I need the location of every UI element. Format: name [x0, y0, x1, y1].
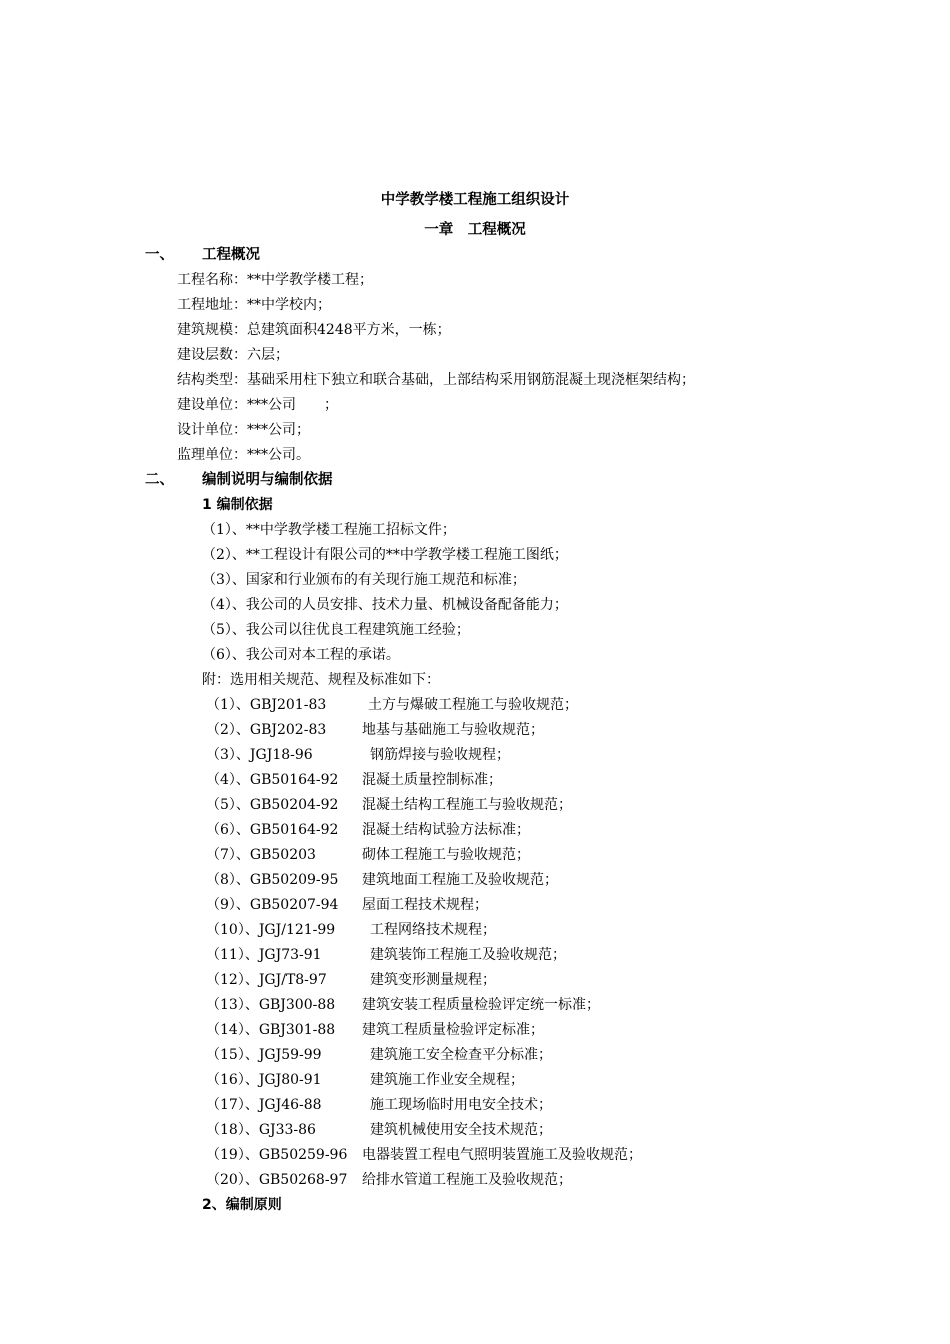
- standard-name: 电器装置工程电气照明装置施工及验收规范；: [362, 1147, 642, 1163]
- project-info-item: 工程地址：**中学校内；: [177, 297, 331, 313]
- standard-code: （2）、GBJ202-83: [206, 722, 327, 738]
- standard-code: （8）、GB50209-95: [206, 872, 339, 888]
- standard-name: 建筑安装工程质量检验评定统一标准；: [362, 997, 600, 1013]
- subsection-1-title: 1 编制依据: [202, 497, 273, 513]
- standard-name: 地基与基础施工与验收规范；: [362, 722, 544, 738]
- project-info-item: 建设层数：六层；: [177, 347, 289, 363]
- project-info-item: 建筑规模：总建筑面积4248平方米，一栋；: [177, 322, 451, 338]
- standard-name: 混凝土结构工程施工与验收规范；: [362, 797, 572, 813]
- project-info-item: 建设单位：***公司 ；: [177, 397, 338, 413]
- standard-row: [0, 1045, 950, 1065]
- standard-name: 混凝土结构试验方法标准；: [362, 822, 530, 838]
- standard-row: [0, 745, 950, 765]
- standard-row: [0, 1120, 950, 1140]
- basis-item: （5）、我公司以往优良工程建筑施工经验；: [202, 622, 470, 638]
- basis-item: （1）、**中学教学楼工程施工招标文件；: [202, 522, 456, 538]
- section-2-number: 二、: [145, 472, 174, 488]
- standard-code: （19）、GB50259-96: [206, 1147, 348, 1163]
- standard-name: 建筑机械使用安全技术规范；: [370, 1122, 552, 1138]
- appendix-label: 附：选用相关规范、规程及标准如下：: [202, 672, 440, 688]
- standard-name: 混凝土质量控制标准；: [362, 772, 502, 788]
- standard-name: 给排水管道工程施工及验收规范；: [362, 1172, 572, 1188]
- standard-code: （9）、GB50207-94: [206, 897, 339, 913]
- standard-name: 屋面工程技术规程；: [362, 897, 488, 913]
- standard-code: （17）、JGJ46-88: [206, 1097, 322, 1113]
- standard-code: （10）、JGJ/121-99: [206, 922, 336, 938]
- standard-code: （7）、GB50203: [206, 847, 316, 863]
- standard-name: 土方与爆破工程施工与验收规范；: [368, 697, 578, 713]
- standard-code: （3）、JGJ18-96: [206, 747, 313, 763]
- standard-row: [0, 920, 950, 940]
- project-info-item: 监理单位：***公司。: [177, 447, 310, 463]
- section-2-title: 编制说明与编制依据: [202, 472, 333, 488]
- standard-row: [0, 1095, 950, 1115]
- basis-item: （6）、我公司对本工程的承诺。: [202, 647, 400, 663]
- standard-code: （13）、GBJ300-88: [206, 997, 336, 1013]
- standard-name: 建筑施工作业安全规程；: [370, 1072, 524, 1088]
- document-title: 中学教学楼工程施工组织设计: [380, 192, 570, 208]
- standard-name: 工程网络技术规程；: [370, 922, 496, 938]
- standard-row: [0, 820, 950, 840]
- standard-name: 砌体工程施工与验收规范；: [362, 847, 530, 863]
- project-info-item: 结构类型：基础采用柱下独立和联合基础，上部结构采用钢筋混凝土现浇框架结构；: [177, 372, 695, 388]
- project-info-item: 设计单位：***公司；: [177, 422, 310, 438]
- standard-row: [0, 970, 950, 990]
- standard-name: 建筑工程质量检验评定标准；: [362, 1022, 544, 1038]
- standard-row: [0, 720, 950, 740]
- standard-name: 建筑装饰工程施工及验收规范；: [370, 947, 566, 963]
- standard-row: [0, 995, 950, 1015]
- standard-code: （15）、JGJ59-99: [206, 1047, 322, 1063]
- standard-row: [0, 695, 950, 715]
- standard-row: [0, 870, 950, 890]
- section-1-number: 一、: [145, 247, 174, 263]
- standard-name: 建筑施工安全检查平分标准；: [370, 1047, 552, 1063]
- standard-row: [0, 1145, 950, 1165]
- standard-code: （14）、GBJ301-88: [206, 1022, 336, 1038]
- standard-code: （16）、JGJ80-91: [206, 1072, 322, 1088]
- section-1-title: 工程概况: [202, 247, 260, 263]
- chapter-heading: 一章 工程概况: [424, 222, 526, 238]
- standard-code: （12）、JGJ/T8-97: [206, 972, 327, 988]
- standard-name: 建筑地面工程施工及验收规范；: [362, 872, 558, 888]
- standard-code: （20）、GB50268-97: [206, 1172, 348, 1188]
- basis-item: （2）、**工程设计有限公司的**中学教学楼工程施工图纸；: [202, 547, 568, 563]
- standard-code: （5）、GB50204-92: [206, 797, 339, 813]
- standard-code: （18）、GJ33-86: [206, 1122, 316, 1138]
- standard-row: [0, 895, 950, 915]
- subsection-2-title: 2、编制原则: [202, 1197, 282, 1213]
- standard-row: [0, 1170, 950, 1190]
- basis-item: （4）、我公司的人员安排、技术力量、机械设备配备能力；: [202, 597, 568, 613]
- standard-code: （11）、JGJ73-91: [206, 947, 322, 963]
- standard-name: 钢筋焊接与验收规程；: [370, 747, 510, 763]
- standard-row: [0, 1070, 950, 1090]
- standard-code: （6）、GB50164-92: [206, 822, 339, 838]
- standard-row: [0, 945, 950, 965]
- standard-code: （4）、GB50164-92: [206, 772, 339, 788]
- standard-row: [0, 1020, 950, 1040]
- standard-row: [0, 795, 950, 815]
- standard-row: [0, 845, 950, 865]
- project-info-item: 工程名称：**中学教学楼工程；: [177, 272, 373, 288]
- standard-code: （1）、GBJ201-83: [206, 697, 327, 713]
- standard-name: 施工现场临时用电安全技术；: [370, 1097, 552, 1113]
- basis-item: （3）、国家和行业颁布的有关现行施工规范和标准；: [202, 572, 526, 588]
- standard-name: 建筑变形测量规程；: [370, 972, 496, 988]
- standard-row: [0, 770, 950, 790]
